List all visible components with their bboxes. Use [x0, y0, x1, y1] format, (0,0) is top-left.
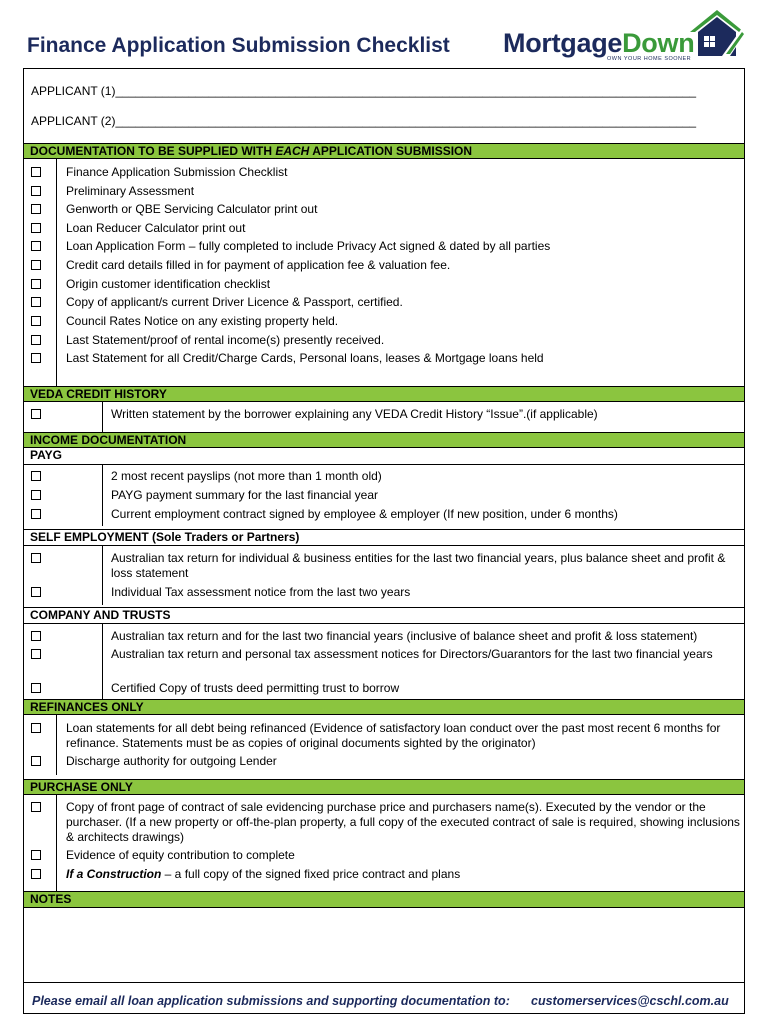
purchase-header: PURCHASE ONLY [24, 779, 744, 795]
payg-label: PAYG [30, 448, 63, 462]
checkbox[interactable] [31, 649, 41, 659]
list-item: Discharge authority for outgoing Lender [66, 754, 277, 768]
list-item: Genworth or QBE Servicing Calculator print out [66, 202, 318, 216]
list-item: Written statement by the borrower explaining any VEDA Credit History “Issue”.(if applicable) [111, 407, 598, 421]
list-item: Certified Copy of trusts deed permitting trust to borrow [111, 681, 400, 695]
checkbox[interactable] [31, 723, 41, 733]
checkbox[interactable] [31, 260, 41, 270]
list-item: 2 most recent payslips (not more than 1 month old) [111, 469, 382, 483]
veda-section [24, 402, 744, 432]
checkbox[interactable] [31, 850, 41, 860]
list-item: Council Rates Notice on any existing property held. [66, 314, 339, 328]
checkbox[interactable] [31, 553, 41, 563]
list-item: If a Construction – a full copy of the signed fixed price contract and plans [66, 867, 461, 881]
list-item: Australian tax return for individual & business entities for the last two financial years, plus balance sheet and profit & loss statement [111, 551, 726, 580]
list-item: Copy of applicant/s current Driver Licence & Passport, certified. [66, 295, 403, 309]
divider [102, 624, 103, 699]
house-icon [686, 6, 748, 58]
checkbox[interactable] [31, 471, 41, 481]
checkbox[interactable] [31, 279, 41, 289]
list-item: Individual Tax assessment notice from the last two years [111, 585, 411, 599]
payg-section [24, 464, 744, 526]
purchase-section [24, 795, 744, 891]
list-item: Loan Application Form – fully completed to include Privacy Act signed & dated by all parties [66, 239, 551, 253]
company-trusts-label: COMPANY AND TRUSTS [24, 607, 744, 623]
list-item: Finance Application Submission Checklist [66, 165, 288, 179]
checkbox[interactable] [31, 409, 41, 419]
notes-area[interactable] [24, 907, 744, 983]
refinances-section [24, 715, 744, 775]
company-trusts-section [24, 623, 744, 699]
checkbox[interactable] [31, 587, 41, 597]
checkbox[interactable] [31, 167, 41, 177]
checkbox[interactable] [31, 316, 41, 326]
divider [56, 795, 57, 891]
self-employment-label: SELF EMPLOYMENT (Sole Traders or Partners) [24, 529, 744, 545]
checkbox[interactable] [31, 223, 41, 233]
list-item: Loan statements for all debt being refinanced (Evidence of satisfactory loan conduct over the past most recent 6 months for refinance. Statements must be as copies of original documents sighted by the originator) [66, 721, 721, 750]
notes-header: NOTES [24, 891, 744, 908]
checkbox[interactable] [31, 869, 41, 879]
checkbox[interactable] [31, 353, 41, 363]
logo-wordmark: MortgageDown [503, 28, 695, 58]
checkbox[interactable] [31, 756, 41, 766]
checkbox[interactable] [31, 683, 41, 693]
checkbox[interactable] [31, 186, 41, 196]
divider [102, 402, 103, 432]
checkbox[interactable] [31, 297, 41, 307]
documentation-header: DOCUMENTATION TO BE SUPPLIED WITH EACH APPLICATION SUBMISSION [24, 143, 744, 159]
checkbox[interactable] [31, 335, 41, 345]
list-item: Preliminary Assessment [66, 184, 195, 198]
list-item: Australian tax return and for the last two financial years (inclusive of balance sheet and profit & loss statement) [111, 629, 698, 643]
checkbox[interactable] [31, 509, 41, 519]
checkbox[interactable] [31, 631, 41, 641]
mortgagedown-logo [503, 6, 753, 64]
logo-tagline: OWN YOUR HOME SOONER [607, 56, 692, 62]
list-item: Origin customer identification checklist [66, 277, 271, 291]
list-item: Last Statement for all Credit/Charge Cards, Personal loans, leases & Mortgage loans held [66, 351, 544, 365]
veda-header: VEDA CREDIT HISTORY [24, 386, 744, 402]
divider [56, 158, 57, 386]
checklist-form [23, 68, 745, 1014]
self-employment-section [24, 545, 744, 605]
checkbox[interactable] [31, 802, 41, 812]
list-item: Loan Reducer Calculator print out [66, 221, 246, 235]
checkbox[interactable] [31, 204, 41, 214]
footer-email-link[interactable]: customerservices@cschl.com.au [531, 994, 729, 1008]
applicant-2-field[interactable]: APPLICANT (2)_______________________________________________________________________________________ [31, 114, 697, 128]
income-header: INCOME DOCUMENTATION [24, 432, 744, 448]
documentation-section [24, 158, 744, 386]
checkbox[interactable] [31, 490, 41, 500]
list-item: Last Statement/proof of rental income(s) presently received. [66, 333, 385, 347]
list-item: Evidence of equity contribution to complete [66, 848, 295, 862]
list-item: PAYG payment summary for the last financial year [111, 488, 378, 502]
list-item: Australian tax return and personal tax assessment notices for Directors/Guarantors for the last two financial years [111, 647, 713, 661]
applicant-1-field[interactable]: APPLICANT (1)_______________________________________________________________________________________ [31, 84, 697, 98]
divider [102, 546, 103, 605]
page-title: Finance Application Submission Checklist [27, 34, 450, 57]
footer-instruction: Please email all loan application submissions and supporting documentation to: [32, 994, 510, 1008]
refinances-header: REFINANCES ONLY [24, 699, 744, 715]
list-item: Credit card details filled in for payment of application fee & valuation fee. [66, 258, 451, 272]
list-item: Copy of front page of contract of sale evidencing purchase price and purchasers name(s). Executed by the vendor or the purchaser. (If a new property or off-the-plan property, a full copy of the executed contract of sale is required, showing inclusions & architects drawings) [66, 800, 740, 844]
divider [56, 715, 57, 775]
divider [102, 465, 103, 526]
list-item: Current employment contract signed by employee & employer (If new position, under 6 months) [111, 507, 618, 521]
checkbox[interactable] [31, 241, 41, 251]
